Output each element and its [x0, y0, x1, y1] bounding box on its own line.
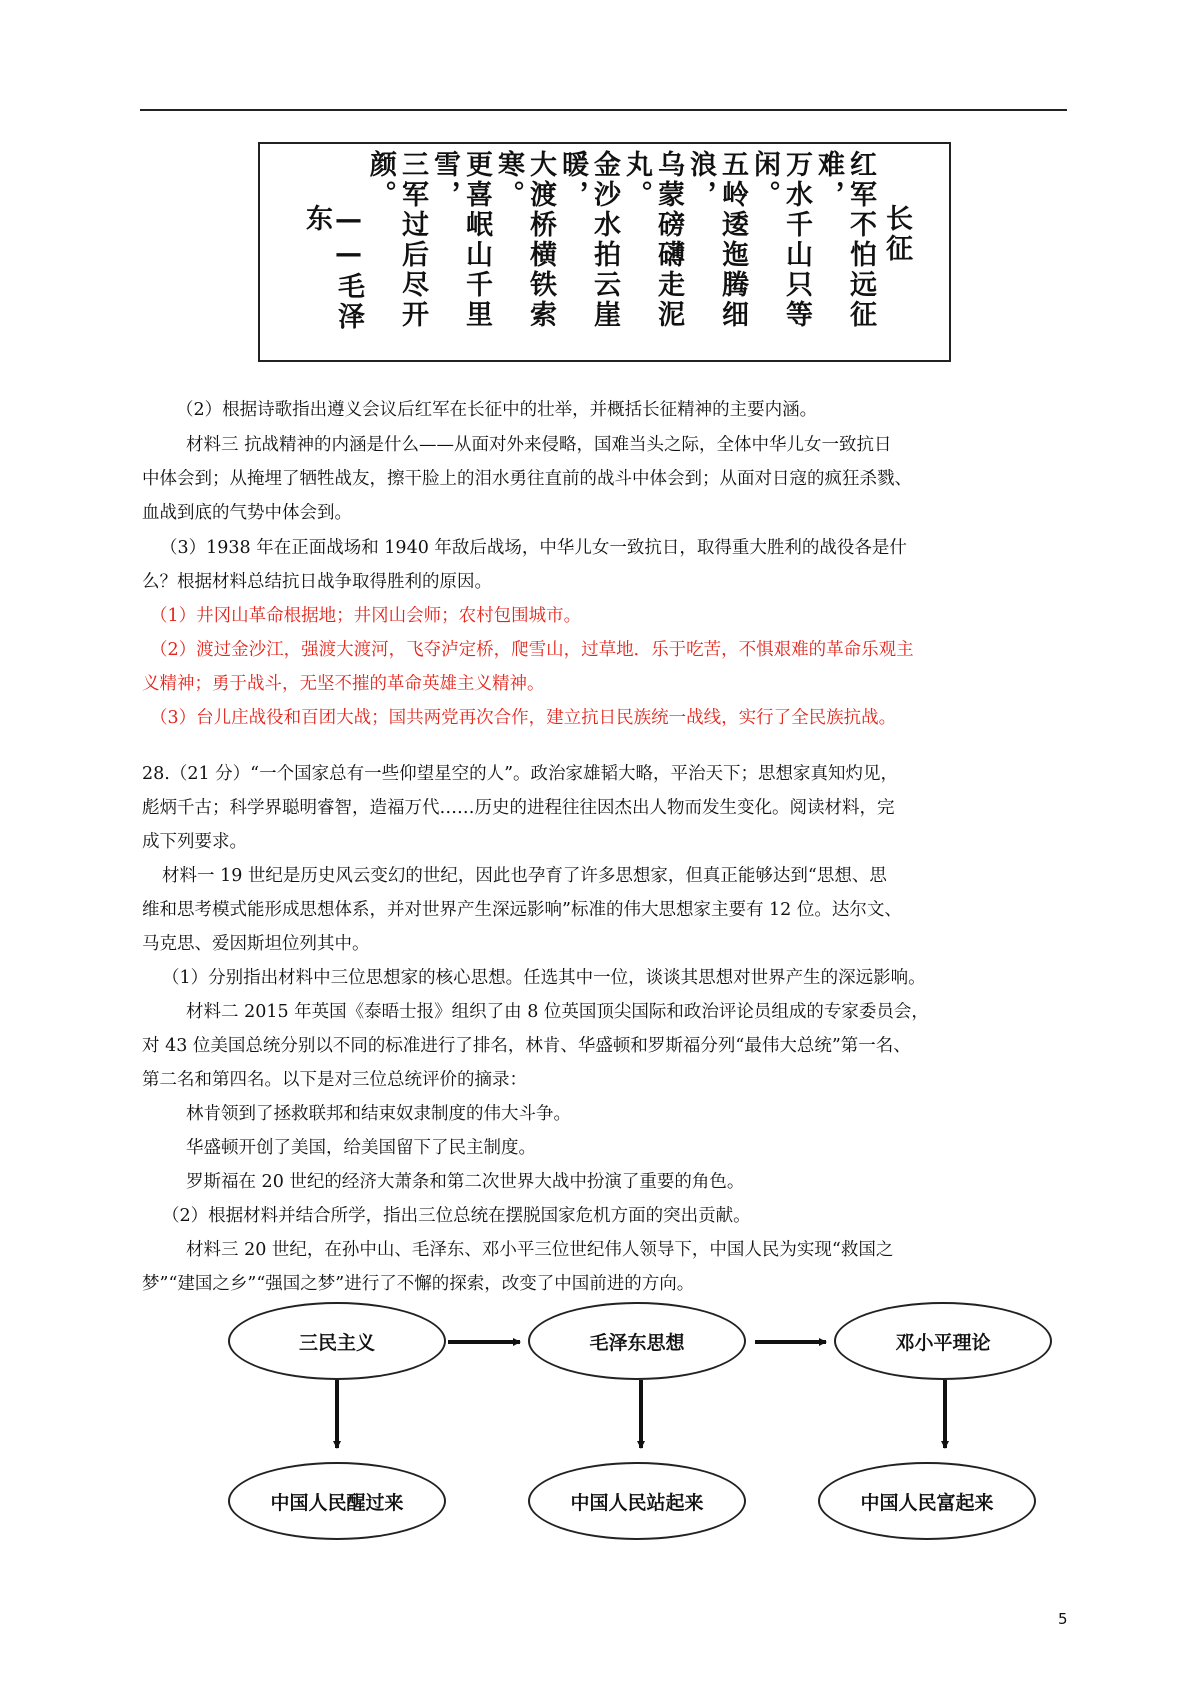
- q28-material-3-line: 材料三 20 世纪，在孙中山、毛泽东、邓小平三位世纪伟人领导下，中国人民为实现“救国之: [186, 1240, 894, 1260]
- poem-line: 三军过后尽开颜。: [365, 150, 428, 330]
- q28-intro-line: 成下列要求。: [142, 832, 247, 852]
- poem-line: 更喜岷山千里雪，: [429, 150, 492, 330]
- poem-line: 五岭逶迤腾细浪，: [685, 150, 748, 330]
- q28-quote-washington: 华盛顿开创了美国，给美国留下了民主制度。: [186, 1138, 536, 1158]
- question-3-line: （3）1938 年在正面战场和 1940 年敌后战场，中华儿女一致抗日，取得重大胜利的战役各是什: [160, 538, 907, 558]
- q28-question-2: （2）根据材料并结合所学，指出三位总统在摆脱国家危机方面的突出贡献。: [162, 1206, 751, 1226]
- q28-material-3-line: 梦”“建国之乡”“强国之梦”进行了不懈的探索，改变了中国前进的方向。: [142, 1274, 695, 1294]
- q28-intro-line: 彪炳千古；科学界聪明睿智，造福万代……历史的进程往往因杰出人物而发生变化。阅读材料，完: [142, 798, 895, 818]
- q28-material-2-line: 第二名和第四名。以下是对三位总统评价的摘录：: [142, 1070, 527, 1090]
- diagram-node-label: 三民主义: [298, 1331, 375, 1354]
- poem-title: 长征: [881, 204, 912, 264]
- q28-material-2-line: 材料二 2015 年英国《泰晤士报》组织了由 8 位英国顶尖国际和政治评论员组成的专家委员会，: [186, 1002, 929, 1022]
- poem-line: 大渡桥横铁索寒。: [493, 150, 556, 330]
- q28-material-2-line: 对 43 位美国总统分别以不同的标准进行了排名，林肯、华盛顿和罗斯福分列“最伟大总统”第一名、: [142, 1036, 911, 1056]
- question-3-line: 么？根据材料总结抗日战争取得胜利的原因。: [142, 572, 492, 592]
- page-number: 5: [1058, 1610, 1068, 1628]
- answer-1: （1）井冈山革命根据地；井冈山会师；农村包围城市。: [150, 606, 582, 626]
- q28-material-1-line: 材料一 19 世纪是历史风云变幻的世纪，因此也孕育了许多思想家，但真正能够达到“思想、思: [162, 866, 887, 886]
- q28-intro-line: 28.（21 分）“一个国家总有一些仰望星空的人”。政治家雄韬大略，平治天下；思想家真知灼见，: [142, 764, 899, 784]
- diagram-node-label: 中国人民醒过来: [270, 1491, 404, 1514]
- question-2: （2）根据诗歌指出遵义会议后红军在长征中的壮举，并概括长征精神的主要内涵。: [176, 400, 818, 420]
- q28-quote-lincoln: 林肯领到了拯救联邦和结束奴隶制度的伟大斗争。: [186, 1104, 571, 1124]
- answer-2-line: （2）渡过金沙江，强渡大渡河，飞夺泸定桥，爬雪山，过草地．乐于吃苦，不惧艰难的革命乐观主: [150, 640, 914, 660]
- diagram-node-bottom: [818, 1462, 1036, 1540]
- diagram-node-label: 中国人民富起来: [860, 1491, 994, 1514]
- diagram-node-bottom: [228, 1462, 446, 1540]
- diagram-node-bottom: [528, 1462, 746, 1540]
- diagram-node-label: 中国人民站起来: [570, 1491, 704, 1514]
- material-3-line: 材料三 抗战精神的内涵是什么——从面对外来侵略，国难当头之际，全体中华儿女一致抗日: [186, 435, 892, 455]
- q28-material-1-line: 维和思考模式能形成思想体系，并对世界产生深远影响”标准的伟大思想家主要有 12 位。达尔文、: [142, 900, 902, 920]
- diagram-node-label: 邓小平理论: [895, 1331, 991, 1354]
- diagram-node-label: 毛泽东思想: [589, 1331, 685, 1354]
- diagram-node-top: [528, 1302, 746, 1380]
- poem-line: 红军不怕远征难，: [813, 150, 876, 330]
- material-3-line: 血战到底的气势中体会到。: [142, 503, 352, 523]
- q28-quote-roosevelt: 罗斯福在 20 世纪的经济大萧条和第二次世界大战中扮演了重要的角色。: [186, 1172, 745, 1192]
- poem-line: 万水千山只等闲。: [749, 150, 812, 330]
- material-3-line: 中体会到；从掩埋了牺牲战友，擦干脸上的泪水勇往直前的战斗中体会到；从面对日寇的疯狂杀戮、: [142, 469, 912, 489]
- answer-2-line: 义精神；勇于战斗，无坚不摧的革命英雄主义精神。: [142, 674, 545, 694]
- poem-author: ——毛泽东: [301, 204, 364, 332]
- answer-3: （3）台儿庄战役和百团大战；国共两党再次合作，建立抗日民族统一战线，实行了全民族抗战。: [150, 708, 897, 728]
- q28-question-1: （1）分别指出材料中三位思想家的核心思想。任选其中一位，谈谈其思想对世界产生的深远影响。: [162, 968, 926, 988]
- q28-material-1-line: 马克思、爱因斯坦位列其中。: [142, 934, 370, 954]
- poem-line: 乌蒙磅礴走泥丸。: [621, 150, 684, 330]
- poem-line: 金沙水拍云崖暖，: [557, 150, 620, 330]
- diagram-node-top: [228, 1302, 446, 1380]
- diagram-node-top: [834, 1302, 1052, 1380]
